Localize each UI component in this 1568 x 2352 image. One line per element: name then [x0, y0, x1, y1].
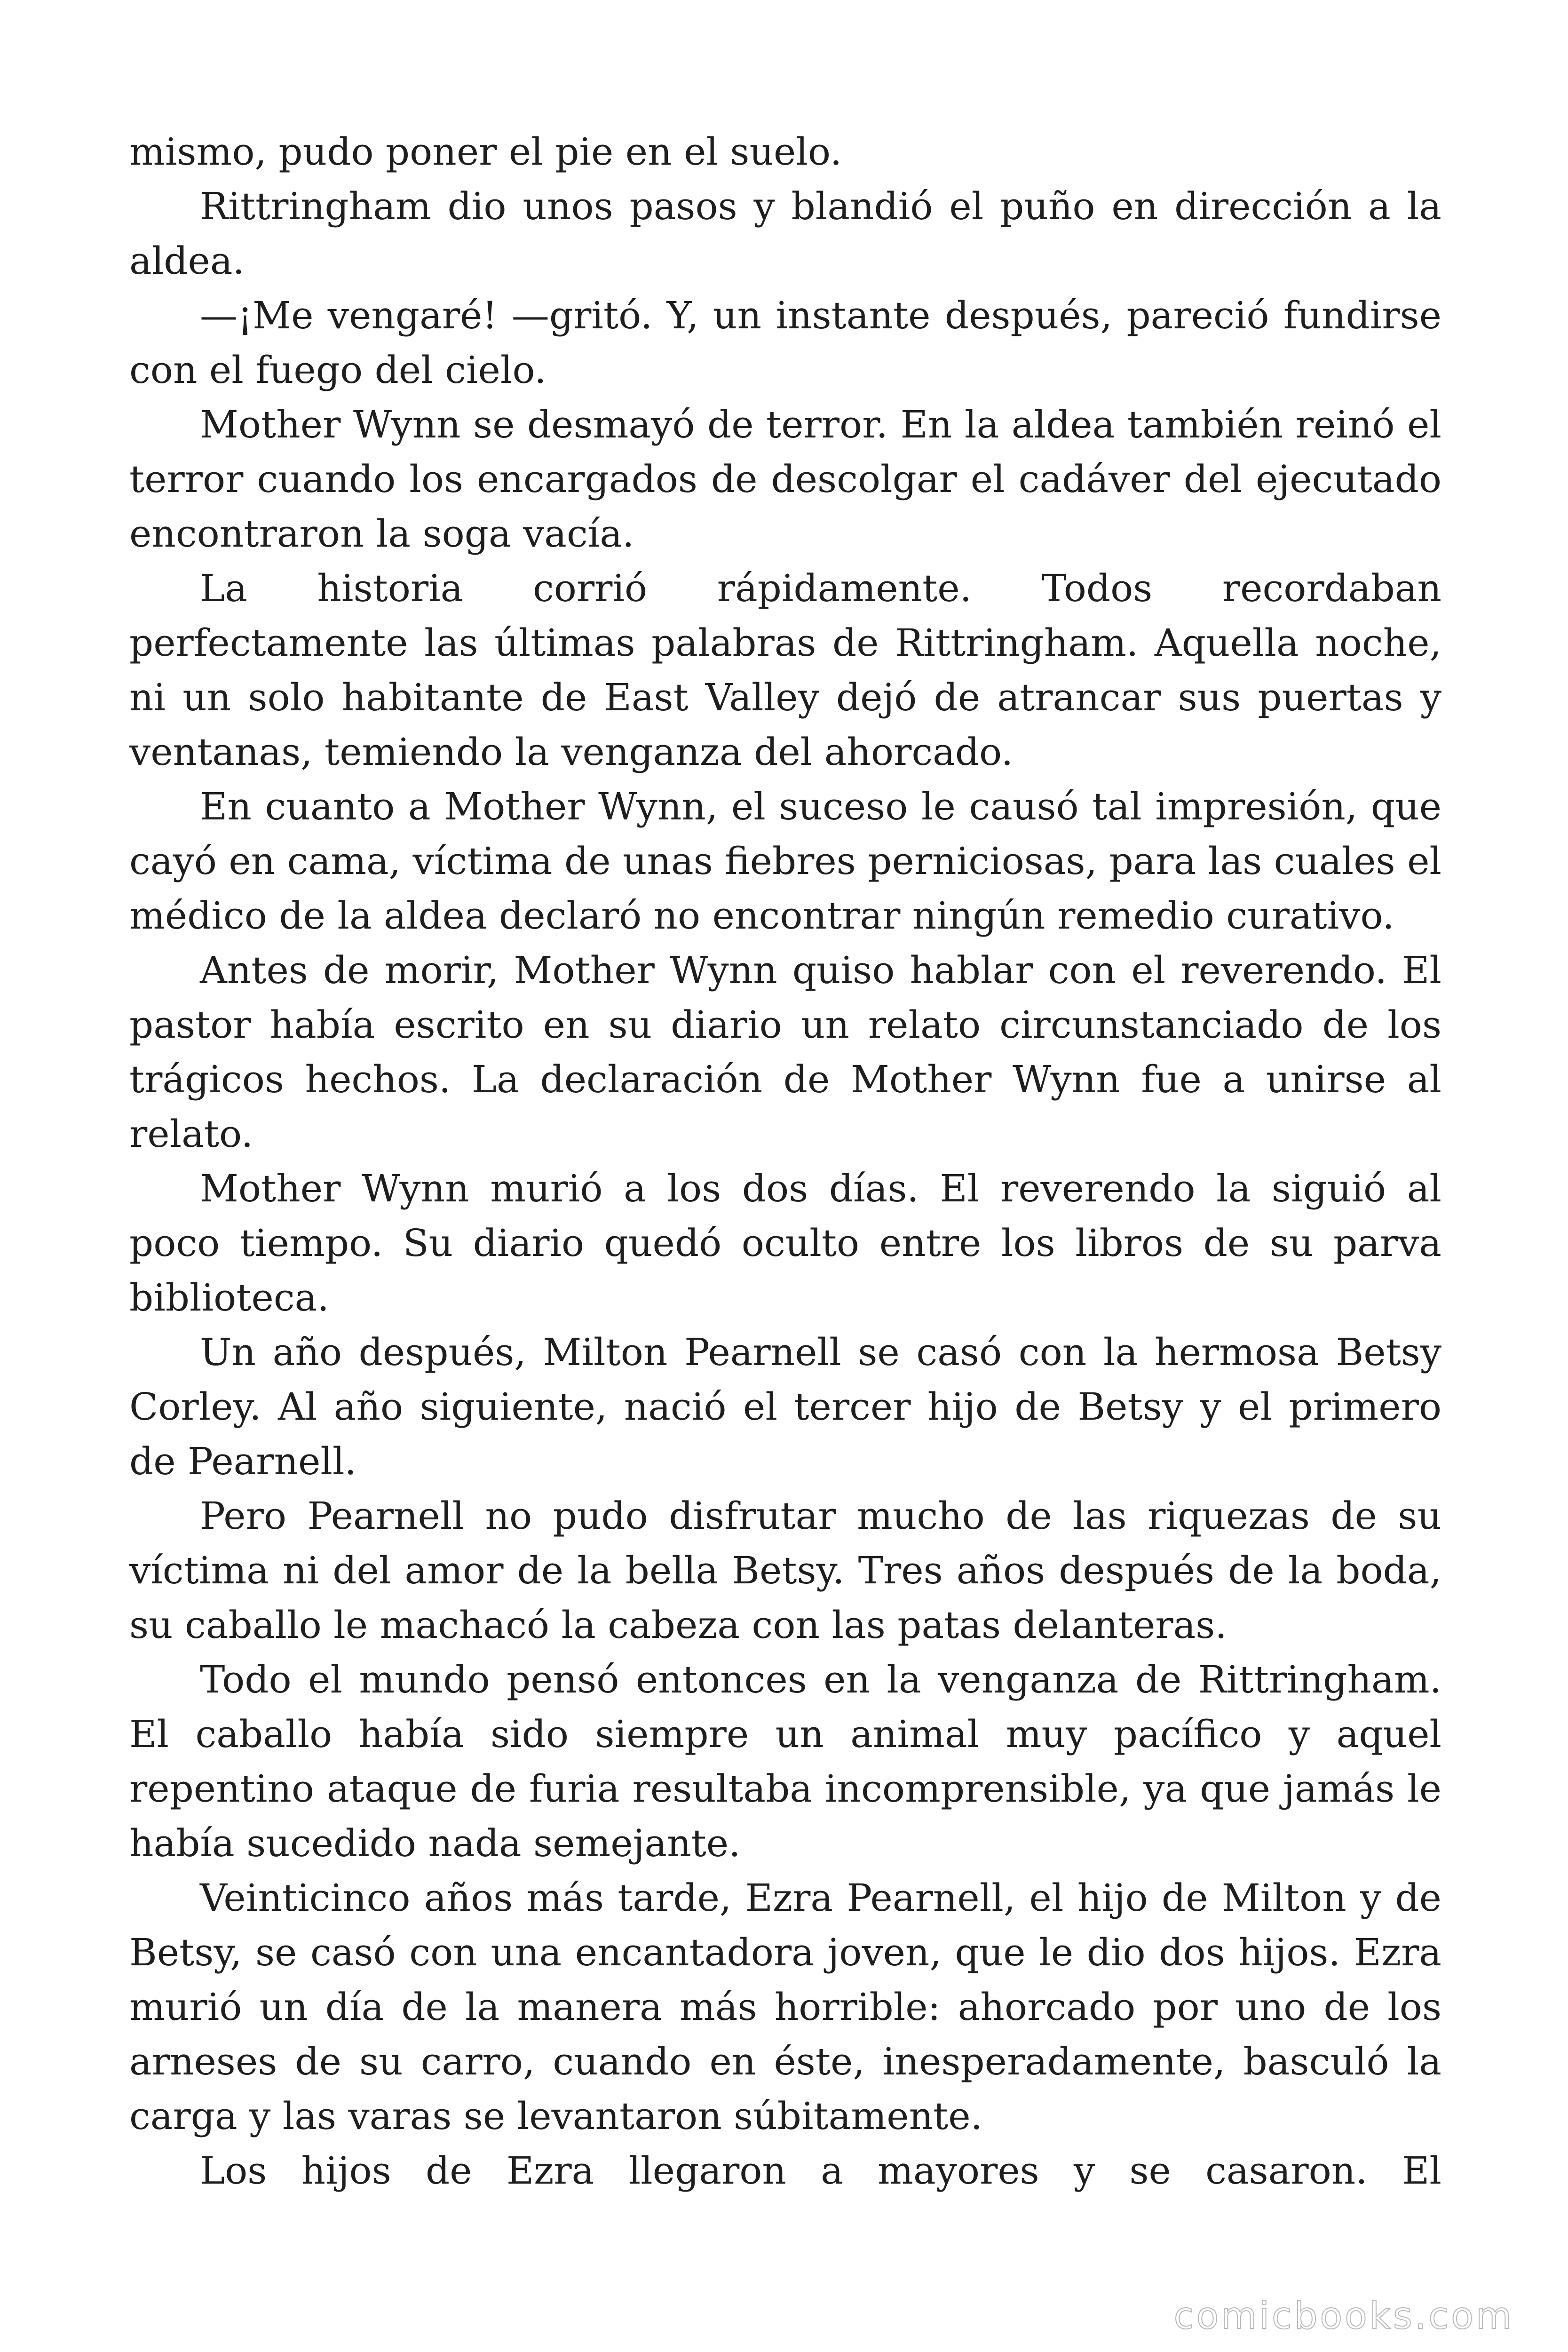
paragraph-4: Mother Wynn se desmayó de terror. En la aldea también reinó el terror cuando los encargados de descolgar el cadáver del ejecutado encontraron la soga vacía. — [129, 403, 1441, 556]
paragraph-8: Mother Wynn murió a los dos días. El reverendo la siguió al poco tiempo. Su diario quedó oculto entre los libros de su parva biblioteca. — [129, 1167, 1441, 1319]
paragraph-12: Veinticinco años más tarde, Ezra Pearnell, el hijo de Milton y de Betsy, se casó con una encantadora joven, que le dio dos hijos. Ezra murió un día de la manera más horrible: ahorcado por uno de los arneses de su carro, cuando en éste, inesperadamente, basculó la carga y las varas se levantaron súbitamente. — [129, 1876, 1441, 2138]
paragraph-9: Un año después, Milton Pearnell se casó con la hermosa Betsy Corley. Al año siguiente, nació el tercer hijo de Betsy y el primero de Pearnell. — [129, 1330, 1441, 1483]
paragraph-2: Rittringham dio unos pasos y blandió el puño en dirección a la aldea. — [129, 184, 1441, 283]
paragraph-10: Pero Pearnell no pudo disfrutar mucho de las riquezas de su víctima ni del amor de la bella Betsy. Tres años después de la boda, su caballo le machacó la cabeza con las patas delanteras. — [129, 1494, 1441, 1647]
paragraph-6: En cuanto a Mother Wynn, el suceso le causó tal impresión, que cayó en cama, víctima de unas fiebres perniciosas, para las cuales el médico de la aldea declaró no encontrar ningún remedio curativo. — [129, 785, 1441, 938]
paragraph-5: La historia corrió rápidamente. Todos recordaban perfectamente las últimas palabras de Rittringham. Aquella noche, ni un solo habitante de East Valley dejó de atrancar sus puertas y ventanas, temiendo la venganza del ahorcado. — [129, 566, 1441, 774]
paragraph-1: mismo, pudo poner el pie en el suelo. — [129, 130, 842, 174]
watermark-logo: comicbooks.com — [1173, 2295, 1514, 2337]
book-page-text — [129, 125, 1441, 2198]
paragraph-7: Antes de morir, Mother Wynn quiso hablar con el reverendo. El pastor había escrito en su diario un relato circunstanciado de los trágicos hechos. La declaración de Mother Wynn fue a unirse al relato. — [129, 948, 1441, 1156]
paragraph-13: Los hijos de Ezra llegaron a mayores y se casaron. El — [200, 2149, 1441, 2193]
paragraph-11: Todo el mundo pensó entonces en la venganza de Rittringham. El caballo había sido siempre un animal muy pacífico y aquel repentino ataque de furia resultaba incomprensible, ya que jamás le había sucedido nada semejante. — [129, 1658, 1441, 1865]
paragraph-3: —¡Me vengaré! —gritó. Y, un instante después, pareció fundirse con el fuego del cielo. — [129, 294, 1441, 392]
